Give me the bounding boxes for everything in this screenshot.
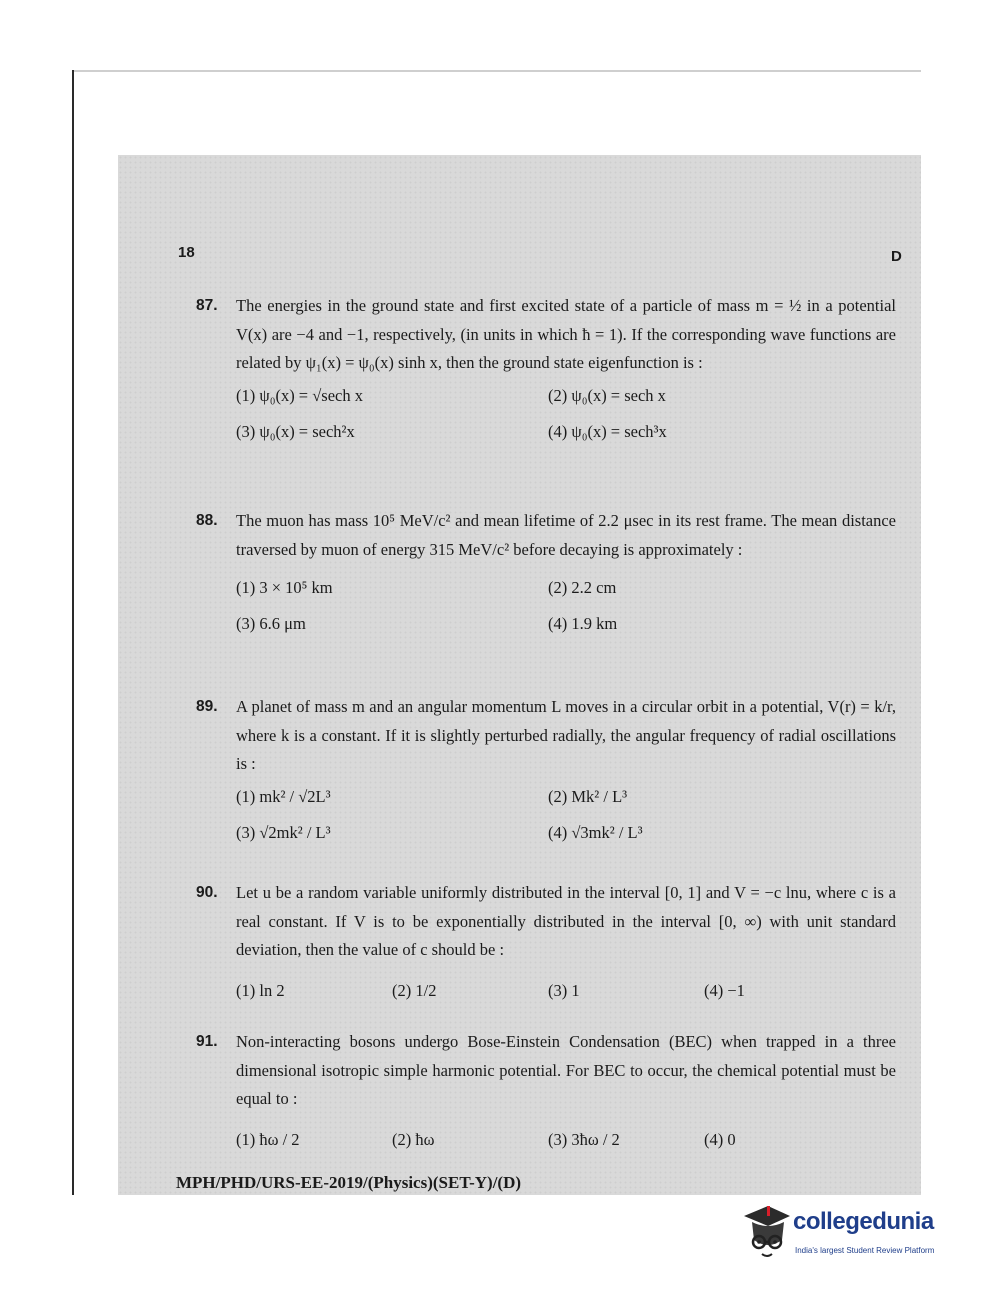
options	[236, 783, 896, 853]
option-3: (3) √2mk² / L³	[236, 822, 331, 842]
question-text: A planet of mass m and an angular momentum L moves in a circular orbit in a potential, V(r) = k/r, where k is a constant. If it is slightly perturbed radially, the angular frequency of radial oscillations is :	[236, 697, 896, 773]
option-2: (2) ψ₀(x) = sech x	[548, 385, 666, 405]
option-3: (3) ψ₀(x) = sech²x	[236, 421, 355, 441]
question-text: The energies in the ground state and first excited state of a particle of mass m = ½ in a potential V(x) are −4 and −1, respectively, (in units in which ħ = 1). If the corresponding wave functions are related by ψ₁(x) = ψ₀(x) sinh x, then the ground state eigenfunction is :	[236, 296, 896, 372]
collegedunia-logo	[738, 1200, 968, 1270]
option-1: (1) ψ₀(x) = √sech x	[236, 385, 363, 405]
logo-wordmark: collegedunia	[793, 1208, 934, 1235]
question-90	[196, 879, 896, 1007]
options	[236, 977, 896, 1007]
logo-tagline: India's largest Student Review Platform	[795, 1246, 935, 1255]
exam-code-footer: MPH/PHD/URS-EE-2019/(Physics)(SET-Y)/(D)	[176, 1173, 522, 1192]
option-2: (2) 1/2	[392, 980, 437, 1000]
option-1: (1) ħω / 2	[236, 1129, 300, 1149]
question-number: 90.	[196, 884, 218, 901]
question-text: Let u be a random variable uniformly distributed in the interval [0, 1] and V = −c lnu, where c is a real constant. If V is to be exponentially distributed in the interval [0, ∞) with unit standard deviation, then the value of c should be :	[236, 883, 896, 959]
option-3: (3) 6.6 μm	[236, 614, 306, 633]
option-2: (2) 2.2 cm	[548, 578, 617, 597]
option-1: (1) ln 2	[236, 980, 285, 1000]
question-text: The muon has mass 10⁵ MeV/c² and mean lifetime of 2.2 μsec in its rest frame. The mean distance traversed by muon of energy 315 MeV/c² before decaying is approximately :	[236, 511, 896, 559]
option-4: (4) ψ₀(x) = sech³x	[548, 421, 667, 441]
question-text: Non-interacting bosons undergo Bose-Einstein Condensation (BEC) when trapped in a three dimensional isotropic simple harmonic potential. For BEC to occur, the chemical potential must be equal to :	[236, 1032, 896, 1108]
question-number: 87.	[196, 297, 218, 314]
options	[236, 1126, 896, 1156]
option-4: (4) 1.9 km	[548, 614, 618, 633]
page-number: 18	[178, 244, 195, 261]
set-letter: D	[891, 248, 902, 265]
option-2: (2) Mk² / L³	[548, 786, 628, 806]
option-4: (4) 0	[704, 1129, 736, 1149]
options	[236, 574, 896, 644]
question-91	[196, 1028, 896, 1156]
option-1: (1) 3 × 10⁵ km	[236, 578, 333, 597]
scan-frame-left	[72, 70, 74, 1195]
option-4: (4) −1	[704, 980, 745, 1000]
question-87	[196, 292, 896, 452]
question-number: 89.	[196, 698, 218, 715]
graduate-mascot-icon	[738, 1200, 794, 1262]
question-89	[196, 693, 896, 853]
option-2: (2) ħω	[392, 1129, 435, 1149]
option-3: (3) 1	[548, 980, 580, 1000]
question-number: 91.	[196, 1033, 218, 1050]
options	[236, 382, 896, 452]
scan-frame-top	[72, 70, 921, 72]
option-1: (1) mk² / √2L³	[236, 786, 331, 806]
question-88	[196, 507, 896, 644]
question-number: 88.	[196, 512, 218, 529]
option-4: (4) √3mk² / L³	[548, 822, 643, 842]
option-3: (3) 3ħω / 2	[548, 1129, 620, 1149]
